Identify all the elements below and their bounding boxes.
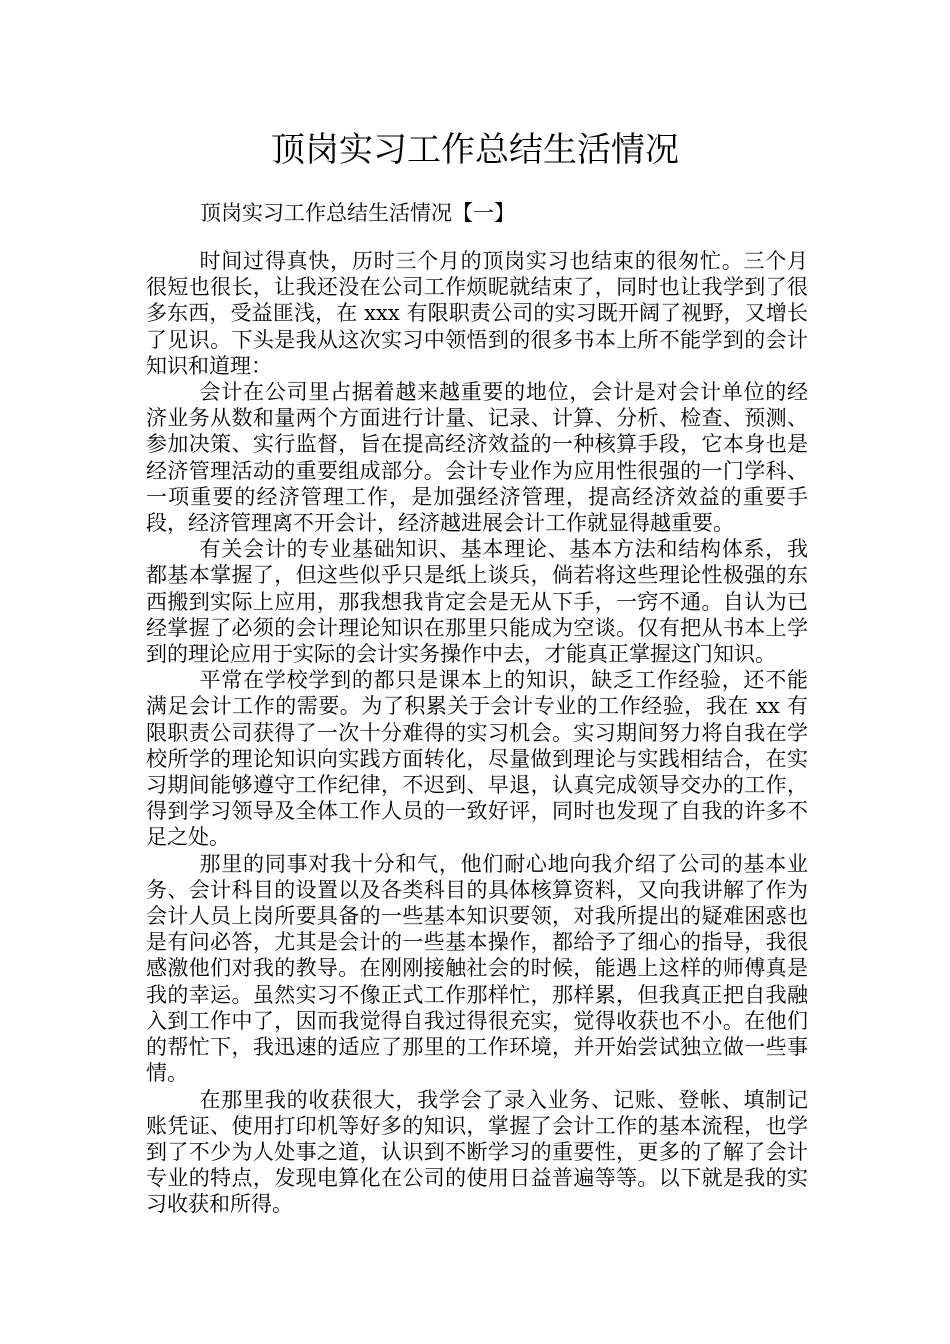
document-body [146, 248, 808, 1218]
paragraph: 时间过得真快，历时三个月的顶岗实习也结束的很匆忙。三个月很短也很长，让我还没在公司工作烦昵就结束了，同时也让我学到了很多东西，受益匪浅，在 xxx 有限职责公司的实习既开阔了视野，又增长了见识。下头是我从这次实习中领悟到的很多书本上所不能学到的会计知识和道理： [146, 249, 808, 378]
paragraph: 会计在公司里占据着越来越重要的地位，会计是对会计单位的经济业务从数和量两个方面进行计量、记录、计算、分析、检查、预测、参加决策、实行监督，旨在提高经济效益的一种核算手段，它本身也是经济管理活动的重要组成部分。会计专业作为应用性很强的一门学科、一项重要的经济管理工作，是加强经济管理，提高经济效益的重要手段，经济管理离不开会计，经济越进展会计工作就显得越重要。 [146, 380, 808, 536]
document-title: 顶岗实习工作总结生活情况 [271, 130, 679, 170]
paragraph: 有关会计的专业基础知识、基本理论、基本方法和结构体系，我都基本掌握了，但这些似乎只是纸上谈兵，倘若将这些理论性极强的东西搬到实际上应用，那我想我肯定会是无从下手，一窍不通。自认为已经掌握了必须的会计理论知识在那里只能成为空谈。仅有把从书本上学到的理论应用于实际的会计实务操作中去，才能真正掌握这门知识。 [146, 537, 808, 667]
paragraph: 平常在学校学到的都只是课本上的知识，缺乏工作经验，还不能满足会计工作的需要。为了积累关于会计专业的工作经验，我在 xx 有限职责公司获得了一次十分难得的实习机会。实习期间努力将自我在学校所学的理论知识向实践方面转化，尽量做到理论与实践相结合，在实习期间能够遵守工作纪律，不迟到、早退，认真完成领导交办的工作，得到学习领导及全体工作人员的一致好评，同时也发现了自我的许多不足之处。 [146, 668, 808, 850]
paragraph: 在那里我的收获很大，我学会了录入业务、记账、登帐、填制记账凭证、使用打印机等好多的知识，掌握了会计工作的基本流程，也学到了不少为人处事之道，认识到不断学习的重要性，更多的了解了会计专业的特点，发现电算化在公司的使用日益普遍等等。以下就是我的实习收获和所得。 [146, 1087, 808, 1217]
paragraph: 那里的同事对我十分和气，他们耐心地向我介绍了公司的基本业务、会计科目的设置以及各类科目的具体核算资料，又向我讲解了作为会计人员上岗所要具备的一些基本知识要领，对我所提出的疑难困惑也是有问必答，尤其是会计的一些基本操作，都给予了细心的指导，我很感激他们对我的教导。在刚刚接触社会的时候，能遇上这样的师傅真是我的幸运。虽然实习不像正式工作那样忙，那样累，但我真正把自我融入到工作中了，因而我觉得自我过得很充实，觉得收获也不小。在他们的帮忙下，我迅速的适应了那里的工作环境，并开始尝试独立做一些事情。 [146, 851, 808, 1086]
document-subtitle: 顶岗实习工作总结生活情况【一】 [200, 201, 515, 225]
